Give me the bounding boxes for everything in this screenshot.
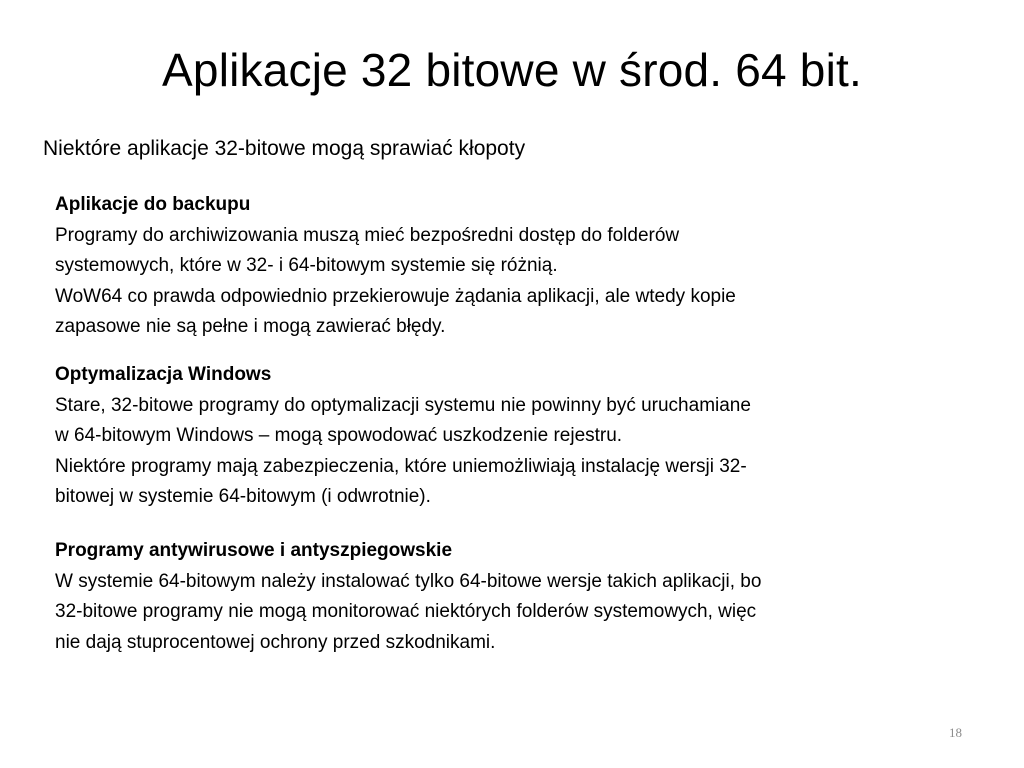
slide-subtitle: Niektóre aplikacje 32-bitowe mogą sprawiać kłopoty bbox=[43, 137, 526, 160]
section-text-line: W systemie 64-bitowym należy instalować tylko 64-bitowe wersje takich aplikacji, bo bbox=[55, 570, 762, 592]
section-windows-optimization bbox=[55, 360, 955, 513]
slide-title: Aplikacje 32 bitowe w środ. 64 bit. bbox=[162, 44, 862, 96]
section-heading: Programy antywirusowe i antyszpiegowskie bbox=[55, 540, 453, 561]
section-backup bbox=[55, 190, 955, 343]
section-text-line: Programy do archiwizowania muszą mieć bezpośredni dostęp do folderów bbox=[55, 224, 680, 246]
page-number: 18 bbox=[949, 725, 962, 740]
section-antivirus bbox=[55, 536, 955, 658]
section-text-line: w 64-bitowym Windows – mogą spowodować uszkodzenie rejestru. bbox=[55, 425, 623, 446]
section-text-line: 32-bitowe programy nie mogą monitorować niektórych folderów systemowych, więc bbox=[55, 601, 757, 622]
section-text-line: Niektóre programy mają zabezpieczenia, które uniemożliwiają instalację wersji 32- bbox=[55, 455, 747, 477]
section-heading: Optymalizacja Windows bbox=[55, 364, 272, 385]
section-text-line: nie dają stuprocentowej ochrony przed szkodnikami. bbox=[55, 631, 496, 653]
section-text-line: systemowych, które w 32- i 64-bitowym systemie się różnią. bbox=[55, 255, 558, 276]
section-text-line: bitowej w systemie 64-bitowym (i odwrotnie). bbox=[55, 486, 431, 507]
section-text-line: zapasowe nie są pełne i mogą zawierać błędy. bbox=[55, 316, 446, 337]
section-text-line: WoW64 co prawda odpowiednio przekierowuje żądania aplikacji, ale wtedy kopie bbox=[55, 285, 736, 307]
section-text-line: Stare, 32-bitowe programy do optymalizacji systemu nie powinny być uruchamiane bbox=[55, 394, 751, 416]
section-heading: Aplikacje do backupu bbox=[55, 194, 251, 215]
